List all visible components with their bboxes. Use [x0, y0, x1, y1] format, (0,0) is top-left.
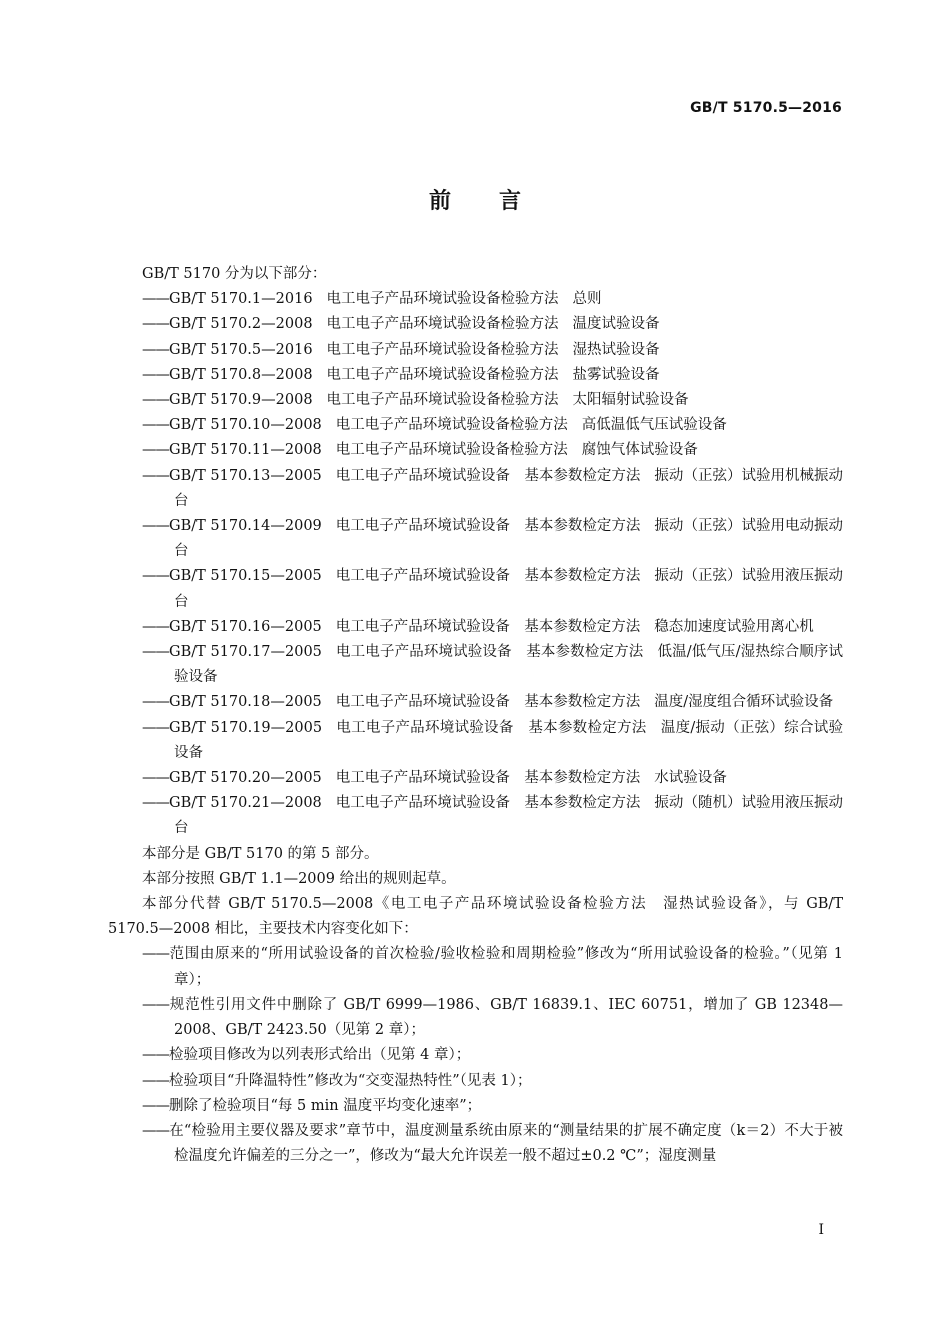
series-code: GB/T 5170.15—2005	[169, 568, 322, 585]
document-body	[108, 262, 843, 1169]
change-text: 删除了检验项目“每 5 min 温度平均变化速率”；	[169, 1097, 482, 1114]
series-item	[108, 388, 843, 413]
series-subject: 振动（随机）试验用液压振动台	[174, 795, 843, 837]
series-item	[108, 363, 843, 388]
series-name: 电工电子产品环境试验设备 基本参数检定方法	[335, 518, 641, 535]
series-item	[108, 338, 843, 363]
series-name: 电工电子产品环境试验设备 基本参数检定方法	[335, 644, 644, 661]
page-title: 前言	[428, 188, 569, 214]
list-dash: ——	[142, 341, 169, 358]
series-subject: 低温/低气压/湿热综合顺序试验设备	[174, 644, 843, 686]
list-dash: ——	[142, 694, 169, 711]
series-code: GB/T 5170.18—2005	[169, 694, 322, 711]
list-dash: ——	[142, 467, 169, 484]
series-code: GB/T 5170.19—2005	[169, 719, 323, 736]
series-subject: 盐雾试验设备	[572, 366, 660, 383]
series-item	[108, 791, 843, 841]
series-code: GB/T 5170.17—2005	[169, 644, 322, 661]
series-list	[108, 287, 843, 841]
body-paragraph: 本部分代替 GB/T 5170.5—2008《电工电子产品环境试验设备检验方法 湿热试验设备》，与 GB/T 5170.5—2008 相比，主要技术内容变化如下：	[108, 896, 843, 938]
series-subject: 温度/湿度组合循环试验设备	[654, 694, 834, 711]
change-item	[108, 993, 843, 1043]
list-dash: ——	[142, 1097, 169, 1114]
list-dash: ——	[142, 366, 169, 383]
series-code: GB/T 5170.14—2009	[169, 518, 322, 535]
series-name: 电工电子产品环境试验设备 基本参数检定方法	[335, 795, 641, 812]
series-subject: 振动（正弦）试验用电动振动台	[174, 518, 843, 560]
series-subject: 高低温低气压试验设备	[581, 417, 727, 434]
series-name: 电工电子产品环境试验设备检验方法	[326, 366, 559, 383]
change-item	[108, 1069, 843, 1094]
series-subject: 振动（正弦）试验用液压振动台	[174, 568, 843, 610]
series-item	[108, 564, 843, 614]
list-dash: ——	[142, 1072, 169, 1089]
change-item	[108, 1094, 843, 1119]
series-item	[108, 514, 843, 564]
series-item	[108, 640, 843, 690]
list-dash: ——	[142, 1122, 169, 1139]
series-item	[108, 615, 843, 640]
series-item	[108, 464, 843, 514]
list-dash: ——	[142, 770, 169, 787]
series-item	[108, 716, 843, 766]
list-dash: ——	[142, 618, 169, 635]
series-item	[108, 438, 843, 463]
series-item	[108, 287, 843, 312]
series-subject: 振动（正弦）试验用机械振动台	[174, 467, 843, 509]
list-dash: ——	[142, 518, 169, 535]
list-dash: ——	[142, 442, 169, 459]
series-item	[108, 766, 843, 791]
series-name: 电工电子产品环境试验设备 基本参数检定方法	[335, 467, 641, 484]
change-text: 检验项目“升降温特性”修改为“交变湿热特性”（见表 1）；	[169, 1072, 532, 1089]
series-name: 电工电子产品环境试验设备 基本参数检定方法	[335, 618, 641, 635]
series-subject: 温度/振动（正弦）综合试验设备	[174, 719, 843, 761]
standard-code-header: GB/T 5170.5—2016	[690, 100, 842, 116]
series-subject: 腐蚀气体试验设备	[581, 442, 698, 459]
series-subject: 温度试验设备	[572, 316, 660, 333]
list-dash: ——	[142, 316, 169, 333]
list-dash: ——	[142, 996, 169, 1013]
series-code: GB/T 5170.1—2016	[169, 291, 313, 308]
change-text: 范围由原来的“所用试验设备的首次检验/验收检验和周期检验”修改为“所用试验设备的检验。”（见第 1 章）；	[169, 946, 843, 988]
series-name: 电工电子产品环境试验设备 基本参数检定方法	[335, 568, 641, 585]
series-code: GB/T 5170.21—2008	[169, 795, 322, 812]
list-dash: ——	[142, 644, 169, 661]
list-dash: ——	[142, 392, 169, 409]
series-code: GB/T 5170.11—2008	[169, 442, 322, 459]
series-subject: 水试验设备	[654, 770, 727, 787]
series-code: GB/T 5170.20—2005	[169, 770, 322, 787]
body-paragraph: 本部分是 GB/T 5170 的第 5 部分。	[142, 845, 379, 862]
series-code: GB/T 5170.9—2008	[169, 392, 313, 409]
series-item	[108, 312, 843, 337]
list-dash: ——	[142, 946, 169, 963]
series-name: 电工电子产品环境试验设备 基本参数检定方法	[336, 719, 647, 736]
list-dash: ——	[142, 1047, 169, 1064]
change-text: 检验项目修改为以列表形式给出（见第 4 章）；	[169, 1047, 471, 1064]
series-subject: 太阳辐射试验设备	[572, 392, 689, 409]
change-item	[108, 942, 843, 992]
series-name: 电工电子产品环境试验设备检验方法	[326, 392, 559, 409]
change-item	[108, 1043, 843, 1068]
change-text: 在“检验用主要仪器及要求”章节中，温度测量系统由原来的“测量结果的扩展不确定度（k＝2）不大于被检温度允许偏差的三分之一”，修改为“最大允许误差一般不超过±0.2 ℃”；湿度测量	[169, 1122, 843, 1165]
list-dash: ——	[142, 568, 169, 585]
changes-list	[108, 942, 843, 1169]
page-number: I	[818, 1222, 824, 1238]
series-subject: 稳态加速度试验用离心机	[654, 618, 814, 635]
series-code: GB/T 5170.13—2005	[169, 467, 322, 484]
series-name: 电工电子产品环境试验设备 基本参数检定方法	[335, 694, 641, 711]
list-dash: ——	[142, 291, 169, 308]
series-code: GB/T 5170.10—2008	[169, 417, 322, 434]
list-dash: ——	[142, 417, 169, 434]
series-code: GB/T 5170.8—2008	[169, 366, 313, 383]
list-dash: ——	[142, 719, 169, 736]
series-code: GB/T 5170.5—2016	[169, 341, 313, 358]
body-paragraph: 本部分按照 GB/T 1.1—2009 给出的规则起草。	[142, 870, 456, 887]
series-item	[108, 413, 843, 438]
series-code: GB/T 5170.16—2005	[169, 618, 322, 635]
list-dash: ——	[142, 795, 169, 812]
series-name: 电工电子产品环境试验设备检验方法	[326, 316, 559, 333]
series-name: 电工电子产品环境试验设备 基本参数检定方法	[335, 770, 641, 787]
change-item	[108, 1119, 843, 1169]
series-name: 电工电子产品环境试验设备检验方法	[326, 291, 559, 308]
series-subject: 总则	[572, 291, 602, 308]
series-subject: 湿热试验设备	[572, 341, 660, 358]
series-name: 电工电子产品环境试验设备检验方法	[335, 417, 568, 434]
series-code: GB/T 5170.2—2008	[169, 316, 313, 333]
change-text: 规范性引用文件中删除了 GB/T 6999—1986、GB/T 16839.1、IEC 60751，增加了 GB 12348—2008、GB/T 2423.50（见第 2 章）；	[169, 996, 843, 1039]
series-name: 电工电子产品环境试验设备检验方法	[326, 341, 559, 358]
intro-paragraph: GB/T 5170 分为以下部分：	[142, 266, 327, 282]
series-name: 电工电子产品环境试验设备检验方法	[335, 442, 568, 459]
series-item	[108, 690, 843, 715]
